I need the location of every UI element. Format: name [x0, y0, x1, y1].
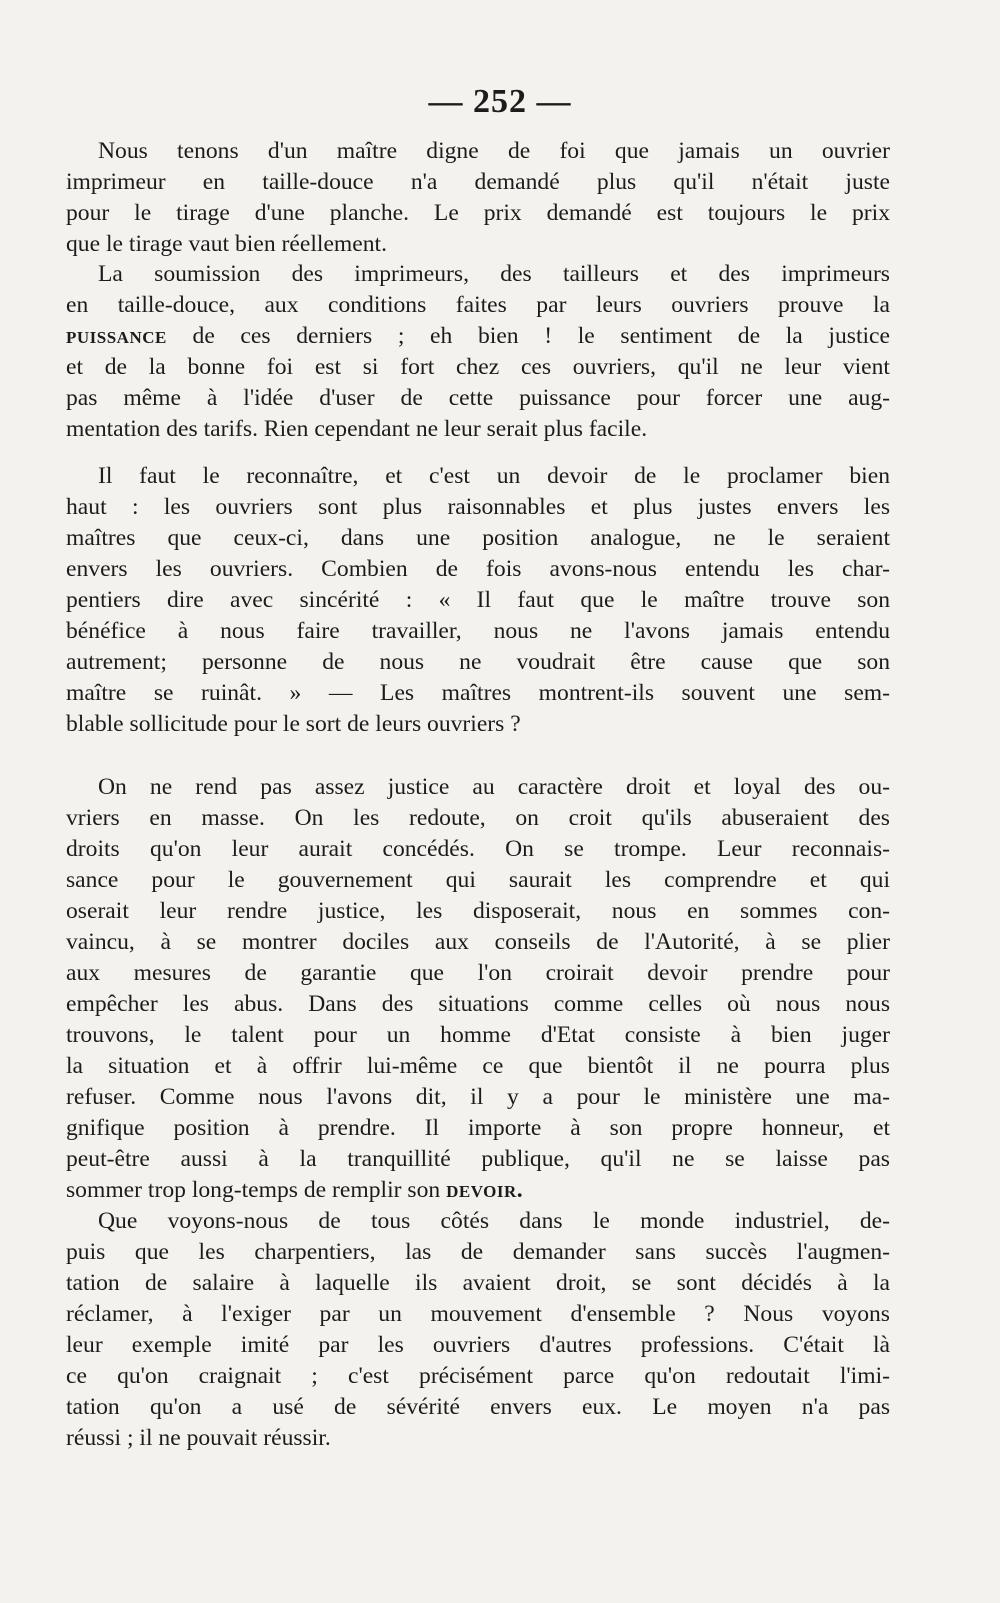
text-line: maître se ruinât. » — Les maîtres montrent-ils souvent une sem- — [66, 680, 890, 706]
paragraph-2 — [66, 259, 890, 445]
page-number: — 252 — — [428, 83, 572, 120]
paragraph-3 — [66, 461, 890, 740]
text-line: pour le tirage d'une planche. Le prix demandé est toujours le prix — [66, 200, 890, 226]
text-line: ce qu'on craignait ; c'est précisément parce qu'on redoutait l'imi- — [66, 1363, 890, 1389]
text-line: La soumission des imprimeurs, des tailleurs et des imprimeurs — [98, 261, 890, 287]
text-line-with-emphasis — [66, 321, 890, 352]
text-line: leur exemple imité par les ouvriers d'autres professions. C'était là — [66, 1332, 890, 1358]
text-line: oserait leur rendre justice, les disposerait, nous en sommes con- — [66, 898, 890, 924]
emphasis-puissance: puissance — [66, 323, 167, 349]
text-line: refuser. Comme nous l'avons dit, il y a pour le ministère une ma- — [66, 1084, 890, 1110]
text-line: Il faut le reconnaître, et c'est un devoir de le proclamer bien — [98, 463, 890, 489]
text-line: mentation des tarifs. Rien cependant ne leur serait plus facile. — [66, 416, 648, 442]
text-line: et de la bonne foi est si fort chez ces ouvriers, qu'il ne leur vient — [66, 354, 890, 380]
text-line: Nous tenons d'un maître digne de foi que jamais un ouvrier — [98, 138, 890, 164]
text-line-with-emphasis — [66, 1175, 890, 1206]
paragraph-5 — [66, 1206, 890, 1454]
text-line: On ne rend pas assez justice au caractère droit et loyal des ou- — [98, 774, 890, 800]
text-line: pentiers dire avec sincérité : « Il faut que le maître trouve son — [66, 587, 890, 613]
text-line: que le tirage vaut bien réellement. — [66, 231, 387, 257]
text-line: gnifique position à prendre. Il importe à son propre honneur, et — [66, 1115, 890, 1141]
text-line: droits qu'on leur aurait concédés. On se trompe. Leur reconnais- — [66, 836, 890, 862]
text-line: envers les ouvriers. Combien de fois avons-nous entendu les char- — [66, 556, 890, 582]
text-line: blable sollicitude pour le sort de leurs ouvriers ? — [66, 711, 521, 737]
text-line: aux mesures de garantie que l'on croirait devoir prendre pour — [66, 960, 890, 986]
text-line: puis que les charpentiers, las de demander sans succès l'augmen- — [66, 1239, 890, 1265]
text-line: haut : les ouvriers sont plus raisonnables et plus justes envers les — [66, 494, 890, 520]
text-line: sance pour le gouvernement qui saurait les comprendre et qui — [66, 867, 890, 893]
text-line: vaincu, à se montrer dociles aux conseils de l'Autorité, à se plier — [66, 929, 890, 955]
text-line: maîtres que ceux-ci, dans une position analogue, ne le seraient — [66, 525, 890, 551]
text-line: Que voyons-nous de tous côtés dans le monde industriel, de- — [98, 1208, 890, 1234]
text-line: réclamer, à l'exiger par un mouvement d'ensemble ? Nous voyons — [66, 1301, 890, 1327]
text-line: peut-être aussi à la tranquillité publique, qu'il ne se laisse pas — [66, 1146, 890, 1172]
paragraph-4 — [66, 772, 890, 1206]
text-line: pas même à l'idée d'user de cette puissance pour forcer une aug- — [66, 385, 890, 411]
text-fragment: sommer trop long-temps de remplir son — [66, 1177, 441, 1203]
text-fragment: de ces derniers ; eh bien ! le sentiment de la justice — [192, 323, 890, 349]
text-line: vriers en masse. On les redoute, on croit qu'ils abuseraient des — [66, 805, 890, 831]
emphasis-devoir: devoir. — [446, 1177, 524, 1203]
text-line: réussi ; il ne pouvait réussir. — [66, 1425, 331, 1451]
text-line: tation de salaire à laquelle ils avaient droit, se sont décidés à la — [66, 1270, 890, 1296]
text-line: autrement; personne de nous ne voudrait être cause que son — [66, 649, 890, 675]
text-line: trouvons, le talent pour un homme d'Etat consiste à bien juger — [66, 1022, 890, 1048]
text-line: bénéfice à nous faire travailler, nous ne l'avons jamais entendu — [66, 618, 890, 644]
text-line: imprimeur en taille-douce n'a demandé plus qu'il n'était juste — [66, 169, 890, 195]
text-line: en taille-douce, aux conditions faites par leurs ouvriers prouve la — [66, 292, 890, 318]
text-line: empêcher les abus. Dans des situations comme celles où nous nous — [66, 991, 890, 1017]
text-line: la situation et à offrir lui-même ce que bientôt il ne pourra plus — [66, 1053, 890, 1079]
text-line: tation qu'on a usé de sévérité envers eux. Le moyen n'a pas — [66, 1394, 890, 1420]
paragraph-1 — [66, 136, 890, 260]
